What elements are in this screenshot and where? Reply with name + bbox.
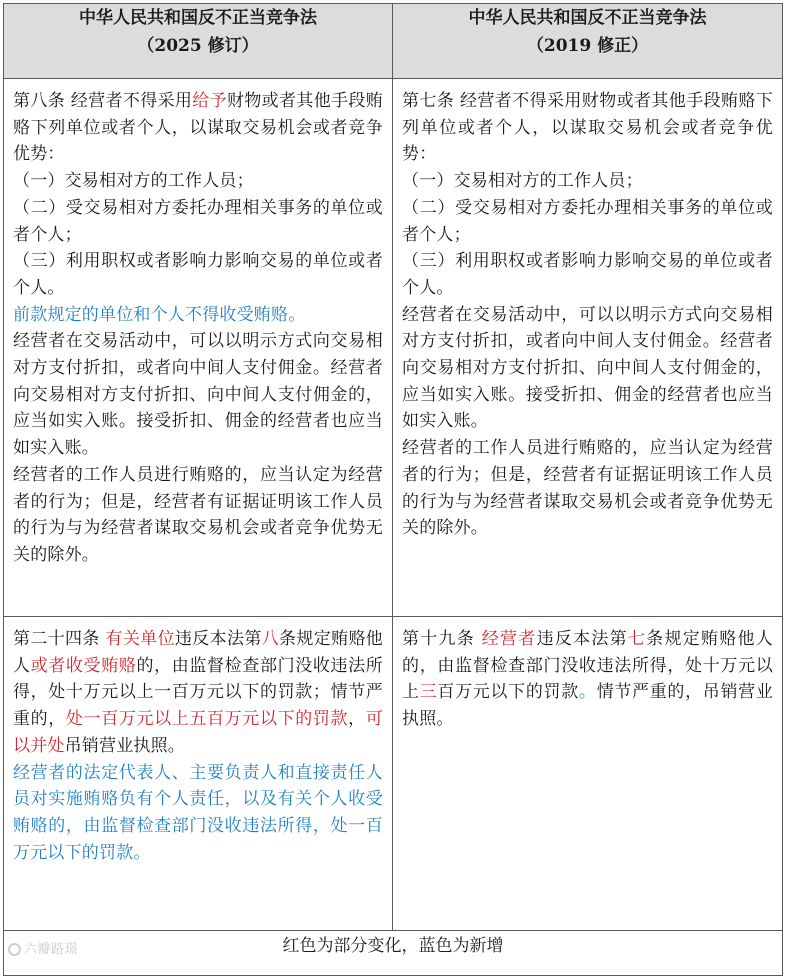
- added-text: 经营者的法定代表人、主要负责人和直接责任人员对实施贿赂负有个人责任，以及有关个人收受贿赂的，由监督检查部门没收违法所得，处一百万元以下的罚款。: [13, 762, 383, 863]
- header-2025-subtitle: （2025 修订）: [137, 36, 259, 56]
- watermark: [8, 938, 78, 957]
- changed-text: 七: [627, 629, 647, 649]
- header-2025: [4, 4, 393, 79]
- article-8-2025: [4, 79, 393, 617]
- header-2019-subtitle: （2019 修正）: [526, 36, 649, 56]
- added-text: 前款规定的单位和个人不得收受贿赂。: [13, 304, 306, 325]
- article-7-para-1: 第七条 经营者不得采用财物或者其他手段贿赂下列单位或者个人，以谋取交易机会或者竞争优势：: [402, 91, 773, 165]
- text-run: 第十九条: [402, 629, 482, 649]
- header-2025-title: 中华人民共和国反不正当竞争法: [79, 8, 317, 28]
- text-run: 的，由监督检查部门没收违法所得，处十万元以上一百万元以下的罚款；情节严重的，: [13, 655, 383, 730]
- article-8-para-1: [13, 88, 383, 168]
- article-8-item-1: （一）交易相对方的工作人员；: [13, 171, 254, 192]
- article-7-para-staff: 经营者的工作人员进行贿赂的，应当认定为经营者的行为；但是，经营者有证据证明该工作人员的行为与为经营者谋取交易机会或者竞争优势无关的除外。: [402, 438, 773, 539]
- article-19-para-1: [402, 626, 773, 733]
- changed-text: 或者收受贿赂: [30, 655, 137, 676]
- changed-text: 三: [419, 682, 438, 703]
- changed-text: 经营者: [481, 629, 537, 649]
- text-run: 吊销营业执照。: [64, 735, 186, 756]
- text-run: ，: [348, 709, 366, 730]
- article-24-para-1: [13, 626, 383, 760]
- watermark-logo-icon: [8, 943, 21, 956]
- header-row: [4, 4, 783, 79]
- article-row-penalty: [4, 617, 783, 931]
- color-legend-note: 红色为部分变化，蓝色为新增: [4, 931, 783, 976]
- text-run: 条规定贿赂他人: [13, 629, 384, 676]
- added-text: 。: [578, 682, 597, 703]
- article-7-item-1: （一）交易相对方的工作人员；: [402, 171, 643, 192]
- article-8-item-2: （二）受交易相对方委托办理相关事务的单位或者个人；: [13, 197, 383, 245]
- comparison-table: [3, 3, 783, 976]
- changed-text: 给予: [192, 91, 227, 111]
- text-run: 百万元以下的罚款: [437, 682, 579, 703]
- article-7-para-commission: 经营者在交易活动中，可以以明示方式向交易相对方支付折扣，或者向中间人支付佣金。经营者向交易相对方支付折扣、向中间人支付佣金的，应当如实入账。接受折扣、佣金的经营者也应当如实入账。: [402, 304, 773, 432]
- article-7-item-3: （三）利用职权或者影响力影响交易的单位或者个人。: [402, 251, 773, 298]
- watermark-text: 六瓣路璟: [24, 942, 79, 957]
- article-19-2019: [393, 617, 783, 931]
- text-run: 违反本法第: [174, 629, 262, 649]
- article-8-item-3: （三）利用职权或者影响力影响交易的单位或者个人。: [13, 251, 383, 298]
- legend-row: [4, 931, 783, 976]
- changed-text: 处一百万元以上五百万元以下的罚款: [65, 709, 349, 730]
- header-2019-title: 中华人民共和国反不正当竞争法: [468, 8, 707, 28]
- header-2019: [393, 4, 783, 79]
- text-run: 第二十四条: [13, 629, 106, 649]
- text-run: 财物或者其他手段贿赂下列单位或者个人，以谋取交易机会或者竞争优势：: [13, 91, 383, 165]
- changed-text: 八: [261, 629, 280, 649]
- article-8-para-commission: 经营者在交易活动中，可以以明示方式向交易相对方支付折扣，或者向中间人支付佣金。经营者向交易相对方支付折扣、向中间人支付佣金的，应当如实入账。接受折扣、佣金的经营者也应当如实入账。: [13, 331, 383, 459]
- changed-text: 有关单位: [105, 629, 175, 649]
- text-run: 情节严重的，吊销营业执照。: [402, 682, 774, 730]
- article-24-2025: [4, 617, 393, 931]
- changed-text: 可以并处: [13, 709, 383, 756]
- article-7-item-2: （二）受交易相对方委托办理相关事务的单位或者个人；: [402, 197, 773, 245]
- text-run: 第八条 经营者不得采用: [13, 91, 193, 111]
- text-run: 条规定贿赂他人的，由监督检查部门没收违法所得，处十万元以上: [402, 629, 773, 703]
- text-run: 违反本法第: [536, 629, 628, 649]
- article-7-2019: [393, 79, 783, 617]
- article-8-para-staff: 经营者的工作人员进行贿赂的，应当认定为经营者的行为；但是，经营者有证据证明该工作人员的行为与为经营者谋取交易机会或者竞争优势无关的除外。: [13, 464, 383, 565]
- article-row-bribery: [4, 79, 783, 617]
